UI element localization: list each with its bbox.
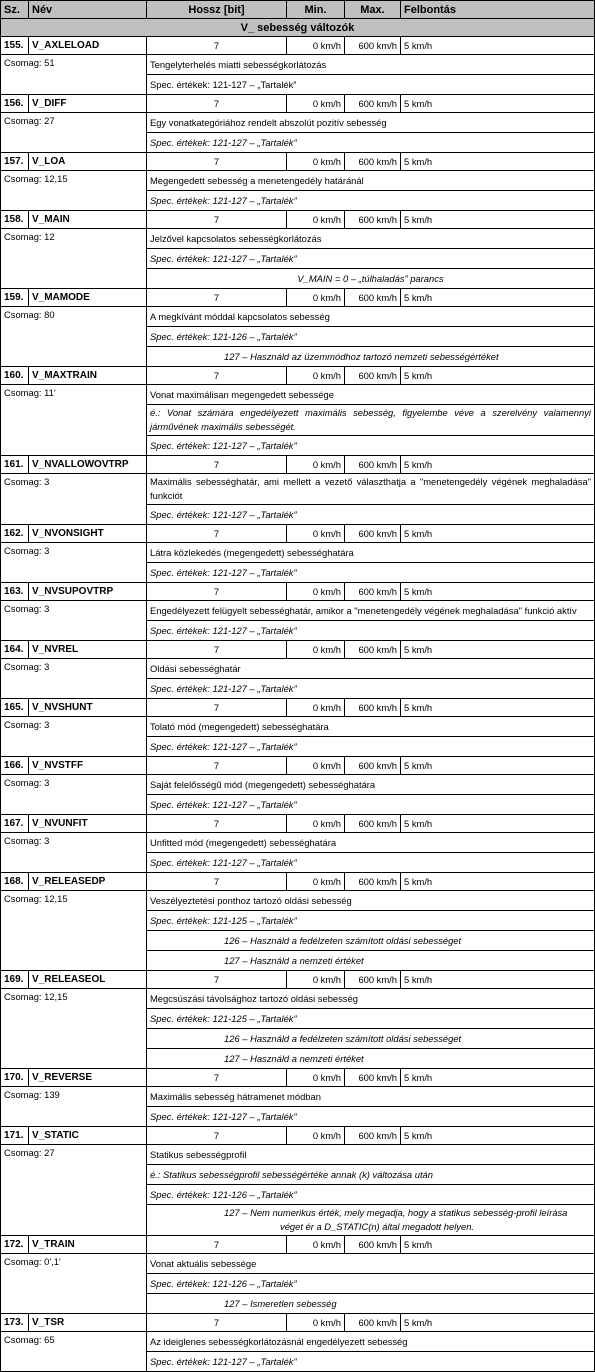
variable-max: 600 km/h xyxy=(345,815,401,833)
variable-resolution: 5 km/h xyxy=(401,815,595,833)
variable-number: 172. xyxy=(1,1236,29,1254)
variable-description-line: Statikus sebességprofil xyxy=(147,1145,595,1165)
variable-row xyxy=(1,211,595,229)
variable-length: 7 xyxy=(147,583,287,601)
variable-description-line: Tolató mód (megengedett) sebességhatára xyxy=(147,717,595,737)
variable-row xyxy=(1,757,595,775)
variable-length: 7 xyxy=(147,815,287,833)
variable-resolution: 5 km/h xyxy=(401,971,595,989)
variable-max: 600 km/h xyxy=(345,211,401,229)
variable-description-line: Látra közlekedés (megengedett) sebességhatára xyxy=(147,543,595,563)
variable-resolution: 5 km/h xyxy=(401,37,595,55)
variable-name: V_TSR xyxy=(29,1314,147,1332)
variable-description-line: Veszélyeztetési ponthoz tartozó oldási sebesség xyxy=(147,891,595,911)
variable-description-line: Spec. értékek: 121-127 – „Tartalék” xyxy=(147,621,595,641)
variable-description-line: Spec. értékek: 121-127 – „Tartalék” xyxy=(147,75,595,95)
variable-detail-row xyxy=(1,659,595,679)
variable-detail-row xyxy=(1,229,595,249)
variable-max: 600 km/h xyxy=(345,525,401,543)
variable-package: Csomag: 27 xyxy=(1,1145,147,1236)
variable-description-line: Spec. értékek: 121-127 – „Tartalék” xyxy=(147,505,595,525)
variable-length: 7 xyxy=(147,367,287,385)
variable-row xyxy=(1,153,595,171)
variable-description-line: Spec. értékek: 121-127 – „Tartalék” xyxy=(147,133,595,153)
variable-resolution: 5 km/h xyxy=(401,525,595,543)
header-name: Név xyxy=(29,1,147,19)
variable-length: 7 xyxy=(147,95,287,113)
variable-number: 157. xyxy=(1,153,29,171)
variable-min: 0 km/h xyxy=(287,95,345,113)
variable-description-line: é.: Statikus sebességprofil sebességértéke annak (k) változása után xyxy=(147,1165,595,1185)
variable-description-line: 127 – Használd a nemzeti értéket xyxy=(147,951,595,971)
variable-number: 167. xyxy=(1,815,29,833)
variable-length: 7 xyxy=(147,37,287,55)
variable-resolution: 5 km/h xyxy=(401,95,595,113)
variable-row xyxy=(1,583,595,601)
variable-package: Csomag: 0',1' xyxy=(1,1254,147,1314)
variable-resolution: 5 km/h xyxy=(401,456,595,474)
variable-description-line: Spec. értékek: 121-126 – „Tartalék” xyxy=(147,327,595,347)
variable-min: 0 km/h xyxy=(287,1314,345,1332)
variable-name: V_MAXTRAIN xyxy=(29,367,147,385)
variable-length: 7 xyxy=(147,971,287,989)
variable-max: 600 km/h xyxy=(345,367,401,385)
variable-length: 7 xyxy=(147,1069,287,1087)
variable-row xyxy=(1,699,595,717)
variable-number: 163. xyxy=(1,583,29,601)
variable-row xyxy=(1,367,595,385)
variable-row xyxy=(1,289,595,307)
variable-name: V_NVREL xyxy=(29,641,147,659)
variable-number: 169. xyxy=(1,971,29,989)
variable-row xyxy=(1,456,595,474)
variable-name: V_MAIN xyxy=(29,211,147,229)
variable-row xyxy=(1,95,595,113)
variable-description-line: Oldási sebességhatár xyxy=(147,659,595,679)
variable-resolution: 5 km/h xyxy=(401,583,595,601)
variable-name: V_LOA xyxy=(29,153,147,171)
variable-min: 0 km/h xyxy=(287,1069,345,1087)
variable-detail-row xyxy=(1,717,595,737)
header-max: Max. xyxy=(345,1,401,19)
variable-row xyxy=(1,37,595,55)
variable-number: 171. xyxy=(1,1127,29,1145)
variable-detail-row xyxy=(1,989,595,1009)
variable-package: Csomag: 12,15 xyxy=(1,891,147,971)
variable-name: V_AXLELOAD xyxy=(29,37,147,55)
variable-max: 600 km/h xyxy=(345,873,401,891)
variable-resolution: 5 km/h xyxy=(401,699,595,717)
variable-number: 160. xyxy=(1,367,29,385)
variable-max: 600 km/h xyxy=(345,153,401,171)
variable-name: V_MAMODE xyxy=(29,289,147,307)
variable-length: 7 xyxy=(147,1127,287,1145)
variable-name: V_REVERSE xyxy=(29,1069,147,1087)
variable-resolution: 5 km/h xyxy=(401,211,595,229)
variable-name: V_NVSTFF xyxy=(29,757,147,775)
variable-description-line: Egy vonatkategóriához rendelt abszolút pozitív sebesség xyxy=(147,113,595,133)
variable-description-line: Spec. értékek: 121-126 – „Tartalék” xyxy=(147,1185,595,1205)
variable-min: 0 km/h xyxy=(287,757,345,775)
variable-min: 0 km/h xyxy=(287,971,345,989)
variable-min: 0 km/h xyxy=(287,211,345,229)
variable-package: Csomag: 3 xyxy=(1,659,147,699)
variable-description-line: Spec. értékek: 121-127 – „Tartalék” xyxy=(147,853,595,873)
variable-min: 0 km/h xyxy=(287,153,345,171)
variable-number: 164. xyxy=(1,641,29,659)
variable-name: V_NVSUPOVTRP xyxy=(29,583,147,601)
variable-number: 156. xyxy=(1,95,29,113)
variable-description-line: é.: Vonat számára engedélyezett maximális sebesség, figyelembe véve a szerelvény valamennyi járművének maximális sebességét. xyxy=(147,405,595,436)
variable-package: Csomag: 3 xyxy=(1,717,147,757)
variable-name: V_RELEASEDP xyxy=(29,873,147,891)
variable-length: 7 xyxy=(147,1236,287,1254)
variable-package: Csomag: 3 xyxy=(1,775,147,815)
variable-min: 0 km/h xyxy=(287,699,345,717)
variable-detail-row xyxy=(1,1145,595,1165)
variable-length: 7 xyxy=(147,757,287,775)
variable-detail-row xyxy=(1,474,595,505)
variable-detail-row xyxy=(1,1332,595,1352)
variable-max: 600 km/h xyxy=(345,37,401,55)
variable-description-line: 126 – Használd a fedélzeten számított oldási sebességet xyxy=(147,1029,595,1049)
variable-description-line: Vonat maximálisan megengedett sebessége xyxy=(147,385,595,405)
variable-description-line: Spec. értékek: 121-127 – „Tartalék” xyxy=(147,1107,595,1127)
variable-row xyxy=(1,641,595,659)
variable-max: 600 km/h xyxy=(345,1314,401,1332)
header-no: Sz. xyxy=(1,1,29,19)
variable-description-line: Az ideiglenes sebességkorlátozásnál engedélyezett sebesség xyxy=(147,1332,595,1352)
variable-description-line: Engedélyezett felügyelt sebességhatár, amikor a "menetengedély végének meghaladása" funkció aktív xyxy=(147,601,595,621)
variable-length: 7 xyxy=(147,1314,287,1332)
variable-row xyxy=(1,971,595,989)
variable-min: 0 km/h xyxy=(287,525,345,543)
variable-name: V_NVUNFIT xyxy=(29,815,147,833)
variable-name: V_TRAIN xyxy=(29,1236,147,1254)
variable-description-line: Spec. értékek: 121-127 – „Tartalék” xyxy=(147,436,595,456)
variable-resolution: 5 km/h xyxy=(401,153,595,171)
variable-description-line: Maximális sebesség hátramenet módban xyxy=(147,1087,595,1107)
variable-package: Csomag: 3 xyxy=(1,474,147,525)
variable-number: 158. xyxy=(1,211,29,229)
variable-description-line: 126 – Használd a fedélzeten számított oldási sebességet xyxy=(147,931,595,951)
section-title: V_ sebesség változók xyxy=(1,19,595,37)
variable-min: 0 km/h xyxy=(287,815,345,833)
header-resolution: Felbontás xyxy=(401,1,595,19)
variable-detail-row xyxy=(1,1087,595,1107)
variable-min: 0 km/h xyxy=(287,37,345,55)
variable-resolution: 5 km/h xyxy=(401,1236,595,1254)
variable-description-line: 127 – Ismeretlen sebesség xyxy=(147,1294,595,1314)
variable-package: Csomag: 51 xyxy=(1,55,147,95)
variable-length: 7 xyxy=(147,289,287,307)
variable-number: 161. xyxy=(1,456,29,474)
variable-max: 600 km/h xyxy=(345,456,401,474)
variable-resolution: 5 km/h xyxy=(401,757,595,775)
variable-description-line: Jelzővel kapcsolatos sebességkorlátozás xyxy=(147,229,595,249)
variable-description-line: Spec. értékek: 121-127 – „Tartalék” xyxy=(147,679,595,699)
variable-description-line: Vonat aktuális sebessége xyxy=(147,1254,595,1274)
variable-row xyxy=(1,815,595,833)
variable-description-line: Spec. értékek: 121-127 – „Tartalék” xyxy=(147,1352,595,1372)
variable-name: V_NVSHUNT xyxy=(29,699,147,717)
variable-max: 600 km/h xyxy=(345,641,401,659)
variable-description-line: 127 – Nem numerikus érték, mely megadja, hogy a statikus sebesség-profil leírása véget ér a D_STATIC(n) által megadott helyen. xyxy=(147,1205,595,1236)
variable-resolution: 5 km/h xyxy=(401,1069,595,1087)
variable-number: 170. xyxy=(1,1069,29,1087)
variable-package: Csomag: 139 xyxy=(1,1087,147,1127)
variable-description-line: Spec. értékek: 121-126 – „Tartalék” xyxy=(147,1274,595,1294)
variable-package: Csomag: 12 xyxy=(1,229,147,289)
variable-min: 0 km/h xyxy=(287,456,345,474)
variable-description-line: Spec. értékek: 121-127 – „Tartalék” xyxy=(147,191,595,211)
variable-detail-row xyxy=(1,171,595,191)
variable-min: 0 km/h xyxy=(287,641,345,659)
variable-resolution: 5 km/h xyxy=(401,367,595,385)
variable-number: 159. xyxy=(1,289,29,307)
header-min: Min. xyxy=(287,1,345,19)
variable-row xyxy=(1,525,595,543)
variable-resolution: 5 km/h xyxy=(401,1127,595,1145)
variable-description-line: V_MAIN = 0 – „túlhaladás” parancs xyxy=(147,269,595,289)
variable-max: 600 km/h xyxy=(345,1236,401,1254)
variable-description-line: Spec. értékek: 121-127 – „Tartalék” xyxy=(147,795,595,815)
variable-max: 600 km/h xyxy=(345,95,401,113)
variable-package: Csomag: 12,15 xyxy=(1,171,147,211)
variable-max: 600 km/h xyxy=(345,1127,401,1145)
variable-description-line: Megengedett sebesség a menetengedély határánál xyxy=(147,171,595,191)
variable-description-line: Tengelyterhelés miatti sebességkorlátozás xyxy=(147,55,595,75)
variable-detail-row xyxy=(1,113,595,133)
variable-detail-row xyxy=(1,891,595,911)
variable-row xyxy=(1,873,595,891)
variable-resolution: 5 km/h xyxy=(401,1314,595,1332)
variable-name: V_NVALLOWOVTRP xyxy=(29,456,147,474)
variable-resolution: 5 km/h xyxy=(401,641,595,659)
variable-max: 600 km/h xyxy=(345,699,401,717)
variable-number: 162. xyxy=(1,525,29,543)
variable-max: 600 km/h xyxy=(345,1069,401,1087)
section-row xyxy=(1,19,595,37)
variable-number: 165. xyxy=(1,699,29,717)
variable-row xyxy=(1,1236,595,1254)
variable-max: 600 km/h xyxy=(345,757,401,775)
variable-description-line: Megcsúszási távolsághoz tartozó oldási sebesség xyxy=(147,989,595,1009)
variable-min: 0 km/h xyxy=(287,583,345,601)
variable-description-line: Maximális sebességhatár, ami mellett a vezető választhatja a "menetengedély végének meghaladása" funkciót xyxy=(147,474,595,505)
variable-detail-row xyxy=(1,833,595,853)
header-length: Hossz [bit] xyxy=(147,1,287,19)
variable-length: 7 xyxy=(147,153,287,171)
variable-row xyxy=(1,1314,595,1332)
variable-min: 0 km/h xyxy=(287,289,345,307)
variable-max: 600 km/h xyxy=(345,289,401,307)
variable-length: 7 xyxy=(147,211,287,229)
variable-resolution: 5 km/h xyxy=(401,873,595,891)
variable-description-line: Saját felelősségű mód (megengedett) sebességhatára xyxy=(147,775,595,795)
variable-package: Csomag: 80 xyxy=(1,307,147,367)
variable-resolution: 5 km/h xyxy=(401,289,595,307)
variable-package: Csomag: 27 xyxy=(1,113,147,153)
variable-max: 600 km/h xyxy=(345,583,401,601)
variable-package: Csomag: 3 xyxy=(1,543,147,583)
variable-description-line: Spec. értékek: 121-127 – „Tartalék” xyxy=(147,249,595,269)
variable-detail-row xyxy=(1,55,595,75)
variable-length: 7 xyxy=(147,699,287,717)
variable-package: Csomag: 3 xyxy=(1,601,147,641)
variable-min: 0 km/h xyxy=(287,1127,345,1145)
variable-package: Csomag: 11' xyxy=(1,385,147,456)
variable-package: Csomag: 65 xyxy=(1,1332,147,1372)
variable-description-line: 127 – Használd az üzemmódhoz tartozó nemzeti sebességértéket xyxy=(147,347,595,367)
variable-description-line: A megkívánt móddal kapcsolatos sebesség xyxy=(147,307,595,327)
variable-row xyxy=(1,1069,595,1087)
variable-detail-row xyxy=(1,1254,595,1274)
variable-description-line: Spec. értékek: 121-125 – „Tartalék” xyxy=(147,1009,595,1029)
variable-min: 0 km/h xyxy=(287,367,345,385)
variable-row xyxy=(1,1127,595,1145)
variable-name: V_DIFF xyxy=(29,95,147,113)
variable-name: V_NVONSIGHT xyxy=(29,525,147,543)
variable-detail-row xyxy=(1,307,595,327)
variable-detail-row xyxy=(1,601,595,621)
variable-number: 173. xyxy=(1,1314,29,1332)
variable-description-line: 127 – Használd a nemzeti értéket xyxy=(147,1049,595,1069)
variable-description-line: Spec. értékek: 121-127 – „Tartalék” xyxy=(147,737,595,757)
variable-number: 155. xyxy=(1,37,29,55)
variable-number: 166. xyxy=(1,757,29,775)
variable-min: 0 km/h xyxy=(287,1236,345,1254)
variable-length: 7 xyxy=(147,641,287,659)
variables-table-body xyxy=(1,1,595,1372)
variable-package: Csomag: 3 xyxy=(1,833,147,873)
variable-detail-row xyxy=(1,543,595,563)
variable-description-line: Spec. értékek: 121-127 – „Tartalék” xyxy=(147,563,595,583)
variable-description-line: Spec. értékek: 121-125 – „Tartalék” xyxy=(147,911,595,931)
variable-max: 600 km/h xyxy=(345,971,401,989)
table-header-row xyxy=(1,1,595,19)
variable-detail-row xyxy=(1,775,595,795)
variable-description-line: Unfitted mód (megengedett) sebességhatára xyxy=(147,833,595,853)
variable-min: 0 km/h xyxy=(287,873,345,891)
variable-length: 7 xyxy=(147,873,287,891)
variable-length: 7 xyxy=(147,456,287,474)
variable-number: 168. xyxy=(1,873,29,891)
variable-name: V_RELEASEOL xyxy=(29,971,147,989)
variable-detail-row xyxy=(1,385,595,405)
variable-name: V_STATIC xyxy=(29,1127,147,1145)
variable-package: Csomag: 12,15 xyxy=(1,989,147,1069)
variable-length: 7 xyxy=(147,525,287,543)
